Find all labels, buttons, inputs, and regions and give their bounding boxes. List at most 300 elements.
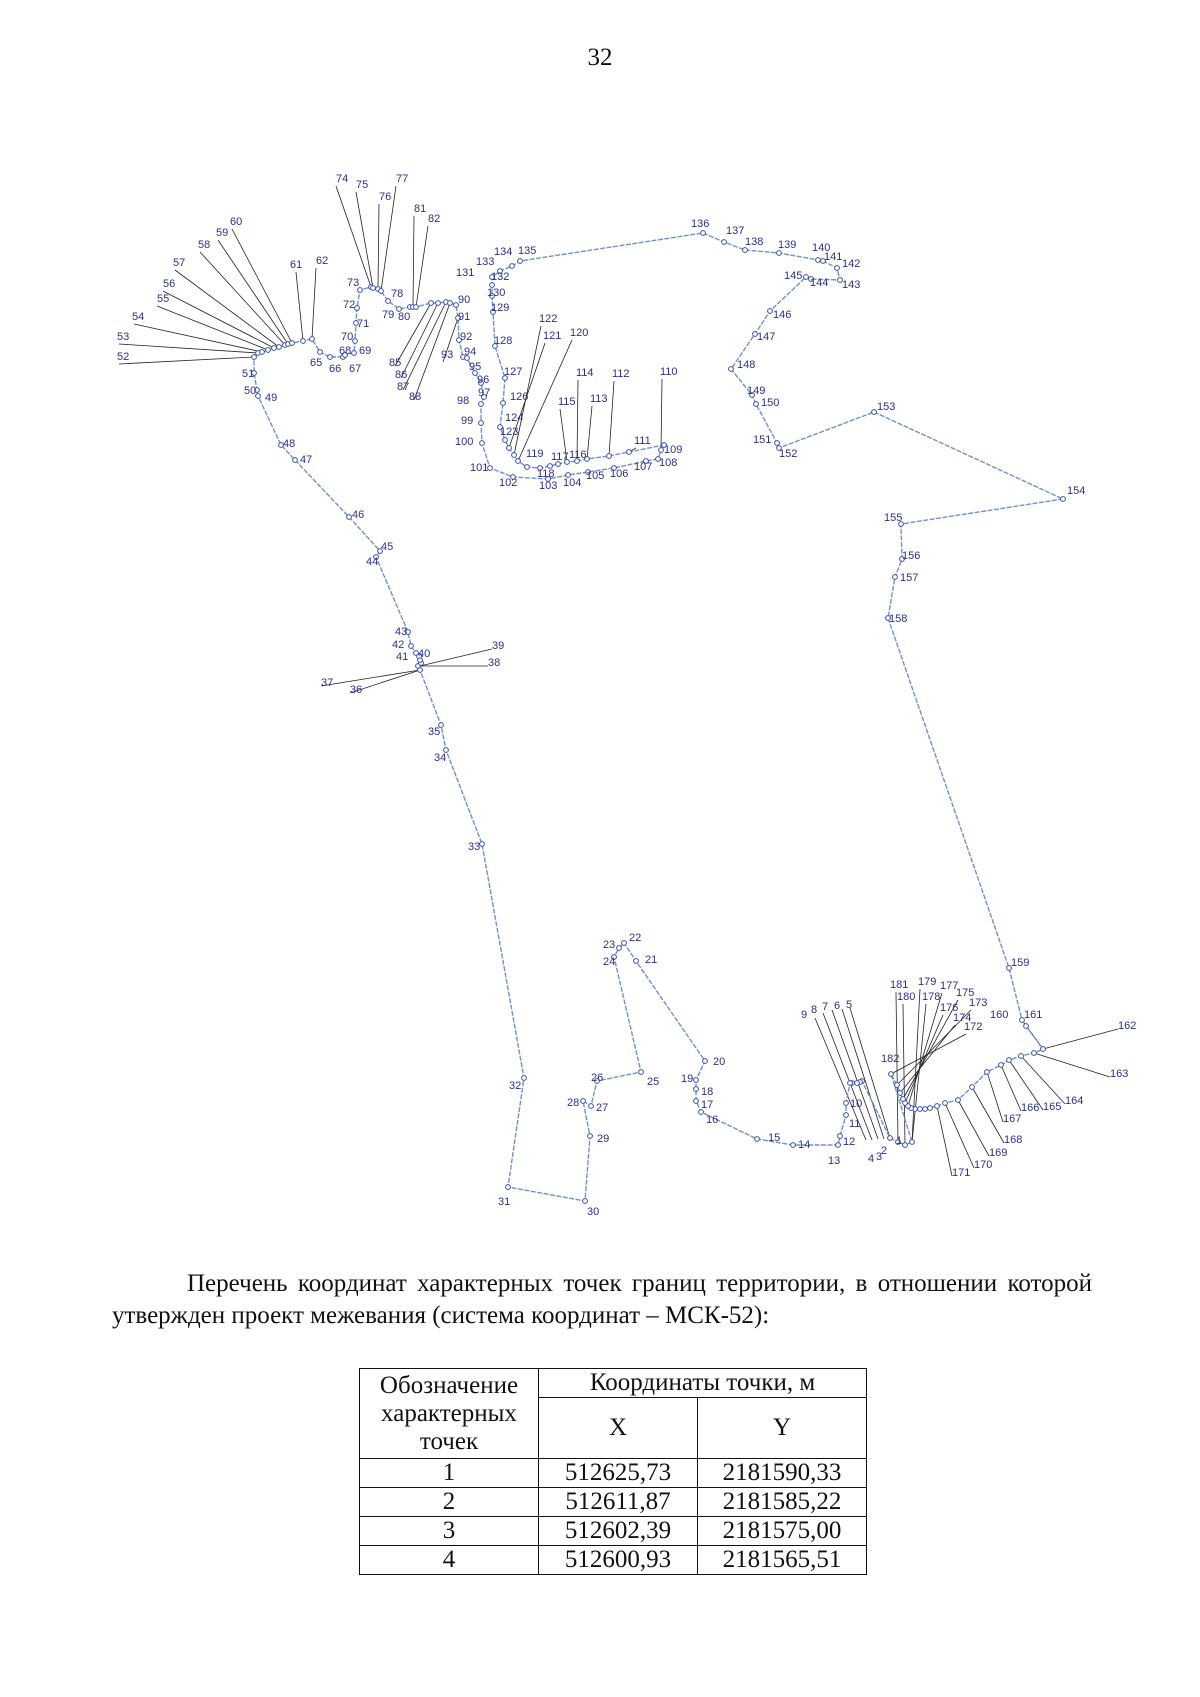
point-label: 169 [989,1147,1008,1159]
boundary-point [943,1101,948,1106]
point-label: 173 [969,997,988,1009]
point-label: 112 [612,368,630,380]
point-label: 146 [773,309,792,321]
header-point-name: Обозначение характерных точек [360,1369,539,1459]
boundary-point [888,1136,893,1141]
point-label: 148 [737,359,756,371]
header-x: X [539,1398,698,1459]
boundary-point [355,306,360,311]
point-label: 126 [510,391,529,403]
boundary-point [901,1097,906,1102]
boundary-point [627,450,632,455]
boundary-point [701,231,706,236]
point-label: 62 [316,255,329,267]
boundary-point [353,339,358,344]
point-label: 138 [745,236,764,248]
boundary-point [352,351,357,356]
leader-line [420,649,492,666]
boundary-point [525,465,530,470]
boundary-point [622,941,627,946]
boundary-point [634,959,639,964]
point-label: 174 [953,1012,972,1024]
point-label: 113 [590,393,608,405]
point-label: 5 [846,999,853,1011]
point-label: 16 [706,1114,719,1126]
point-label: 37 [321,677,334,689]
boundary-point [371,286,376,291]
page-number: 32 [587,44,613,71]
point-label: 124 [505,412,524,424]
boundary-point [516,459,521,464]
point-label: 9 [801,1009,808,1021]
point-label: 28 [567,1097,580,1109]
boundary-point [844,1113,849,1118]
header-coordinates: Координаты точки, м [539,1369,867,1398]
boundary-point [510,264,515,269]
point-label: 93 [441,349,454,361]
point-label: 105 [586,470,605,482]
boundary-point [266,348,271,353]
boundary-point [855,1081,860,1086]
point-label: 170 [974,1159,993,1171]
point-label: 55 [157,293,170,305]
point-label: 76 [379,191,392,203]
boundary-point [1041,1047,1046,1052]
boundary-point [436,301,441,306]
boundary-point [970,1085,975,1090]
point-label: 90 [458,294,471,306]
point-label: 17 [701,1099,714,1111]
leader-line [945,1103,974,1168]
point-label: 147 [757,331,776,343]
cell-y: 2181585,22 [698,1488,867,1517]
table-row [360,1546,867,1575]
leader-line [609,381,614,456]
point-label: 48 [283,438,296,450]
point-label: 27 [596,1102,609,1114]
point-label: 154 [1067,485,1086,497]
point-label: 26 [591,1072,604,1084]
cell-point: 2 [360,1488,539,1517]
boundary-point [347,515,352,520]
leader-line [903,1000,958,1099]
boundary-point [607,454,612,459]
leader-line [218,240,288,344]
boundary-point [386,299,391,304]
table-caption: Перечень координат характерных точек границ территории, в отношении которой утвержден проект межевания (система координат – МСК-52): [112,1270,1092,1329]
point-label: 116 [569,449,587,461]
boundary-point [290,341,295,346]
boundary-point [260,350,265,355]
point-label: 115 [558,396,576,408]
boundary-point [835,266,840,271]
boundary-point [293,458,298,463]
point-label: 179 [918,976,937,988]
point-label: 107 [634,461,653,473]
point-label: 91 [458,311,471,323]
point-label: 123 [500,426,519,438]
point-label: 142 [842,258,861,270]
boundary-point [448,301,453,306]
point-label: 7 [822,1001,829,1013]
point-label: 95 [469,361,482,373]
point-label: 101 [470,462,489,474]
boundary-point [588,1134,593,1139]
point-label: 3 [876,1151,883,1163]
boundary-points [252,231,1066,1204]
boundary-point [694,1099,699,1104]
point-label: 25 [647,1076,660,1088]
point-label: 165 [1043,1101,1062,1113]
point-label: 4 [868,1153,875,1165]
boundary-point [1019,1054,1024,1059]
point-label: 121 [543,330,562,342]
point-label: 111 [634,435,651,447]
point-label: 45 [381,541,394,553]
cell-point: 1 [360,1459,539,1488]
header-y: Y [698,1398,867,1459]
boundary-point [889,1072,894,1077]
boundary-point [898,1091,903,1096]
boundary-point [918,1107,923,1112]
point-label: 155 [884,512,903,524]
boundary-point [816,258,821,263]
boundary-point [503,438,508,443]
boundary-point [328,355,333,360]
point-label: 61 [290,259,303,271]
boundary-point [479,402,484,407]
boundary-point [507,446,512,451]
point-label: 20 [713,1056,726,1068]
point-label: 114 [576,367,594,379]
boundary-point [379,289,384,294]
point-label: 137 [726,225,745,237]
boundary-point [522,1076,527,1081]
point-label: 119 [526,448,544,460]
point-label: 54 [132,311,145,323]
point-label: 100 [455,436,474,448]
boundary-line [254,233,1063,1201]
boundary-outline [254,233,1063,1201]
point-label: 10 [850,1098,863,1110]
point-label: 160 [990,1009,1009,1021]
boundary-point [754,402,759,407]
point-labels [117,173,1136,1218]
point-label: 132 [491,271,510,283]
point-label: 40 [418,648,431,660]
boundary-point [583,1199,588,1204]
point-label: 75 [356,179,369,191]
point-label: 130 [487,287,506,299]
leader-line [937,1106,952,1176]
boundary-point [659,448,664,453]
point-label: 102 [499,477,518,489]
point-label: 82 [428,213,441,225]
point-label: 171 [952,1167,971,1179]
point-label: 104 [563,477,582,489]
point-label: 177 [940,980,959,992]
point-label: 136 [691,218,710,230]
boundary-point [277,345,282,350]
boundary-point [804,275,809,280]
boundary-point [903,1143,908,1148]
boundary-point [506,1185,511,1190]
point-label: 168 [1004,1134,1023,1146]
point-label: 31 [498,1196,511,1208]
point-label: 46 [352,509,365,521]
point-label: 42 [392,639,405,651]
boundary-point [256,394,261,399]
boundary-point [512,453,517,458]
point-label: 158 [889,613,908,625]
point-label: 69 [359,345,372,357]
point-label: 18 [701,1086,714,1098]
point-label: 29 [597,1133,610,1145]
boundary-point [893,575,898,580]
point-label: 78 [391,288,404,300]
point-label: 59 [216,227,229,239]
boundary-point [703,1059,708,1064]
point-label: 109 [664,444,683,456]
point-label: 43 [395,626,408,638]
point-label: 118 [537,468,555,480]
point-label: 87 [397,381,410,393]
leader-line [900,1025,955,1093]
point-label: 108 [659,457,678,469]
boundary-point [755,1137,760,1142]
boundary-point [301,339,306,344]
point-label: 2 [881,1145,888,1157]
point-label: 32 [509,1080,522,1092]
point-label: 175 [956,987,975,999]
point-label: 57 [173,257,186,269]
point-label: 74 [336,173,349,185]
point-label: 21 [645,954,658,966]
point-label: 182 [881,1053,900,1065]
point-label: 80 [398,311,411,323]
boundary-point [479,421,484,426]
point-label: 38 [488,657,501,669]
boundary-point [1007,1058,1012,1063]
boundary-point [791,1143,796,1148]
point-label: 128 [494,335,513,347]
point-label: 156 [902,550,921,562]
leader-line [312,268,316,339]
point-label: 159 [1011,957,1030,969]
point-label: 72 [343,299,356,311]
point-label: 50 [244,385,257,397]
leader-line [903,1004,905,1145]
point-label: 24 [603,956,616,968]
boundary-point [999,1063,1004,1068]
point-label: 77 [396,173,409,185]
leader-line [1001,1065,1021,1111]
boundary-point [848,1081,853,1086]
leader-line [321,670,420,686]
point-label: 129 [491,302,510,314]
boundary-point [589,1104,594,1109]
boundary-point [581,1099,586,1104]
point-label: 14 [798,1139,811,1151]
point-label: 85 [389,357,402,369]
boundary-point [501,401,506,406]
boundary-point [480,842,485,847]
point-label: 13 [828,1155,841,1167]
leader-line [232,229,292,343]
point-label: 68 [339,345,352,357]
leader-line [163,291,274,348]
point-label: 120 [570,327,589,339]
point-label: 176 [940,1002,959,1014]
point-label: 98 [457,395,470,407]
boundary-point [480,441,485,446]
point-label: 66 [329,363,342,375]
leader-line [661,379,662,450]
boundary-point [844,1101,849,1106]
point-label: 99 [461,415,474,427]
point-label: 58 [198,239,211,251]
point-label: 97 [478,387,491,399]
point-label: 135 [518,245,537,257]
point-label: 110 [660,366,678,378]
boundary-point [1024,1024,1029,1029]
point-label: 141 [824,251,843,263]
point-label: 86 [395,369,408,381]
boundary-point [956,1098,961,1103]
point-label: 172 [964,1021,983,1033]
leader-line [896,992,898,1142]
leader-line [987,1072,1003,1122]
boundary-point [872,410,877,415]
leader-line [1043,1029,1118,1049]
point-label: 134 [494,246,513,258]
boundary-point [518,259,523,264]
cell-x: 512611,87 [539,1488,698,1517]
point-label: 88 [409,391,422,403]
cell-x: 512625,73 [539,1459,698,1488]
point-label: 49 [265,392,278,404]
leader-line [378,204,379,289]
cell-point: 4 [360,1546,539,1575]
point-label: 151 [753,434,772,446]
leader-line [413,216,414,307]
point-label: 73 [347,277,360,289]
boundary-point [729,367,734,372]
point-label: 81 [414,203,427,215]
point-label: 71 [357,318,370,330]
point-label: 144 [810,277,829,289]
point-label: 127 [504,366,523,378]
point-label: 153 [877,401,896,413]
point-label: 60 [230,216,243,228]
boundary-point [617,946,622,951]
point-label: 47 [300,454,313,466]
point-label: 122 [539,313,558,325]
point-label: 51 [242,368,255,380]
boundary-point [414,305,419,310]
boundary-point [935,1104,940,1109]
point-label: 23 [603,939,616,951]
leader-line [1021,1056,1065,1104]
boundary-point [928,1106,933,1111]
cell-point: 3 [360,1517,539,1546]
point-label: 22 [629,932,642,944]
leader-line [1034,1053,1110,1077]
point-label: 150 [761,397,780,409]
point-label: 34 [434,752,447,764]
boundary-point [694,1087,699,1092]
point-label: 167 [1003,1113,1022,1125]
point-label: 163 [1110,1068,1129,1080]
leader-line [356,192,373,288]
table-row [360,1517,867,1546]
point-label: 139 [778,239,797,251]
boundary-point [639,1070,644,1075]
point-label: 140 [812,242,831,254]
boundary-point [923,1107,928,1112]
boundary-point [1032,1051,1037,1056]
point-label: 180 [897,991,916,1003]
point-label: 92 [460,331,473,343]
point-label: 53 [117,331,130,343]
boundary-point [838,1134,843,1139]
point-label: 143 [842,279,861,291]
point-label: 39 [492,640,505,652]
point-label: 131 [456,267,475,279]
point-label: 162 [1118,1020,1137,1032]
boundary-point [318,350,323,355]
cell-y: 2181590,33 [698,1459,867,1488]
point-label: 145 [784,270,803,282]
point-label: 152 [779,448,798,460]
boundary-point [1061,497,1066,502]
leader-line [905,1015,943,1103]
leader-line [119,357,254,364]
boundary-point [252,355,257,360]
coordinates-table [359,1368,867,1575]
boundary-point [694,1078,699,1083]
boundary-point [836,1143,841,1148]
point-label: 106 [610,468,629,480]
point-label: 149 [747,385,766,397]
point-label: 35 [428,726,441,738]
leader-line [134,324,262,352]
boundary-point [409,644,414,649]
point-label: 8 [811,1004,818,1016]
leader-line [823,1013,872,1140]
point-label: 30 [587,1206,600,1218]
table-row [360,1488,867,1517]
point-label: 41 [396,651,409,663]
point-label: 15 [768,1132,781,1144]
boundary-point [910,1140,915,1145]
point-label: 65 [310,357,323,369]
point-label: 166 [1021,1102,1040,1114]
boundary-point [272,346,277,351]
point-label: 161 [1024,1009,1043,1021]
leader-line [336,186,371,287]
leader-line [891,1034,966,1074]
point-label: 133 [476,256,495,268]
point-label: 157 [900,572,919,584]
leader-line [119,344,258,353]
point-label: 44 [366,556,379,568]
point-label: 164 [1065,1095,1084,1107]
leader-line [416,226,428,307]
table-row [360,1459,867,1488]
point-label: 36 [350,684,363,696]
leader-line [912,1004,926,1142]
